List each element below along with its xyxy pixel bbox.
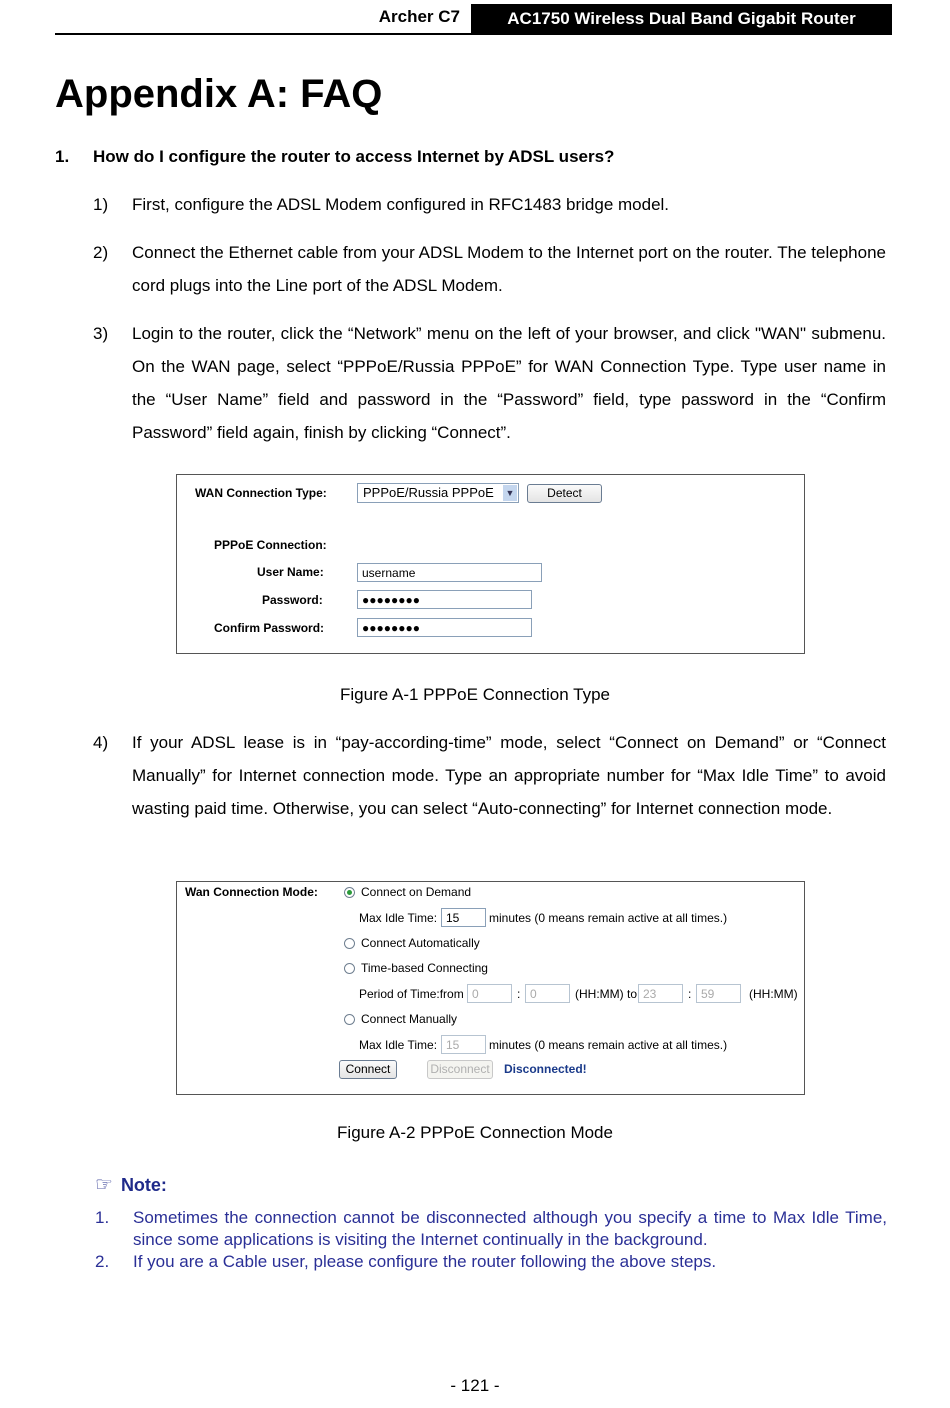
connect-manually-label: Connect Manually [361, 1012, 458, 1026]
minutes-note-2: minutes (0 means remain active at all times.) [489, 1038, 728, 1052]
figure-caption-2: Figure A-2 PPPoE Connection Mode [337, 1123, 613, 1142]
period-label: Period of Time:from [359, 987, 464, 1001]
connection-status: Disconnected! [504, 1062, 587, 1076]
note-text: If you are a Cable user, please configure the router following the above steps. [133, 1252, 717, 1271]
step-1 [93, 188, 886, 221]
figure-caption-1: Figure A-1 PPPoE Connection Type [340, 685, 610, 704]
colon: : [688, 987, 692, 1001]
radio-connect-on-demand[interactable] [344, 887, 355, 898]
radio-connect-manually[interactable] [344, 1014, 355, 1025]
radio-time-based[interactable] [344, 963, 355, 974]
pointing-hand-icon: ☞ [95, 1174, 113, 1196]
max-idle-label: Max Idle Time: [359, 911, 438, 925]
pppoe-connection-label: PPPoE Connection: [214, 538, 327, 552]
step-3 [93, 317, 886, 449]
to-hh-input[interactable] [638, 984, 683, 1003]
step-text: First, configure the ADSL Modem configured in RFC1483 bridge model. [132, 195, 670, 214]
page-header [55, 4, 892, 35]
colon: : [517, 987, 521, 1001]
note-label: Note: [120, 1175, 167, 1195]
from-hh-input[interactable] [467, 984, 512, 1003]
time-based-label: Time-based Connecting [361, 961, 488, 975]
figure-pppoe-connection-type [176, 474, 805, 654]
step-text: If your ADSL lease is in “pay-according-time” mode, select “Connect on Demand” or “Connect Manually” for Internet connection mode. Type an appropriate number for “Max Idle Time” to avoid wasting paid time. Otherwise, you can select “Auto-connecting” for Internet connection mode. [132, 733, 886, 818]
wan-type-value: PPPoE/Russia PPPoE [363, 485, 494, 500]
step-number: 1) [93, 195, 109, 214]
wan-type-label: WAN Connection Type: [195, 486, 327, 500]
step-text: Connect the Ethernet cable from your ADSL Modem to the Internet port on the router. The telephone cord plugs into the Line port of the ADSL Modem. [132, 243, 886, 295]
note-number: 2. [95, 1252, 110, 1271]
username-label: User Name: [257, 565, 324, 579]
note-item [95, 1207, 887, 1251]
wan-mode-label: Wan Connection Mode: [185, 885, 318, 899]
hhmm-label: (HH:MM) [749, 987, 798, 1001]
header-model: Archer C7 [378, 7, 460, 26]
password-label: Password: [262, 593, 323, 607]
minutes-note: minutes (0 means remain active at all times.) [489, 911, 728, 925]
step-number: 4) [93, 733, 109, 752]
from-mm-input[interactable] [525, 984, 570, 1003]
header-product: AC1750 Wireless Dual Band Gigabit Router [471, 4, 892, 33]
max-idle-input-2[interactable] [441, 1035, 486, 1054]
note-text: Sometimes the connection cannot be disconnected although you specify a time to Max Idle Time, since some applications is visiting the Internet continually in the background. [133, 1208, 887, 1249]
step-number: 2) [93, 243, 109, 262]
note-item [95, 1251, 887, 1273]
figure-pppoe-connection-mode [176, 881, 805, 1095]
max-idle-input[interactable] [441, 908, 486, 927]
page-title: Appendix A: FAQ [55, 72, 383, 116]
note-list [95, 1207, 887, 1273]
to-mm-input[interactable] [696, 984, 741, 1003]
connect-on-demand-label: Connect on Demand [361, 885, 472, 899]
wan-type-select[interactable] [357, 483, 519, 503]
step-text: Login to the router, click the “Network” menu on the left of your browser, and click "WAN" submenu. On the WAN page, select “PPPoE/Russia PPPoE” for WAN Connection Type. Type user name in the “User Name” field and password in the “Password” field, type password in the “Confirm Password” field again, finish by clicking “Connect”. [132, 324, 886, 442]
confirm-password-label: Confirm Password: [214, 621, 325, 635]
faq-question [55, 147, 614, 167]
disconnect-button[interactable]: Disconnect [427, 1060, 493, 1079]
step-2 [93, 236, 886, 302]
hhmm-to-label: (HH:MM) to [575, 987, 637, 1001]
connect-button[interactable]: Connect [339, 1060, 397, 1079]
note-heading [95, 1172, 167, 1197]
detect-button[interactable]: Detect [527, 484, 602, 503]
username-input[interactable] [357, 563, 542, 582]
max-idle-label-2: Max Idle Time: [359, 1038, 438, 1052]
note-number: 1. [95, 1208, 110, 1227]
question-number: 1. [55, 147, 70, 166]
step-number: 3) [93, 324, 109, 343]
password-input[interactable] [357, 590, 532, 609]
radio-connect-automatically[interactable] [344, 938, 355, 949]
page-number: - 121 - [450, 1376, 500, 1395]
step-4 [93, 726, 886, 825]
confirm-password-input[interactable] [357, 618, 532, 637]
connect-automatically-label: Connect Automatically [361, 936, 480, 950]
question-text: How do I configure the router to access Internet by ADSL users? [93, 147, 615, 166]
chevron-down-icon: ▼ [503, 485, 517, 501]
